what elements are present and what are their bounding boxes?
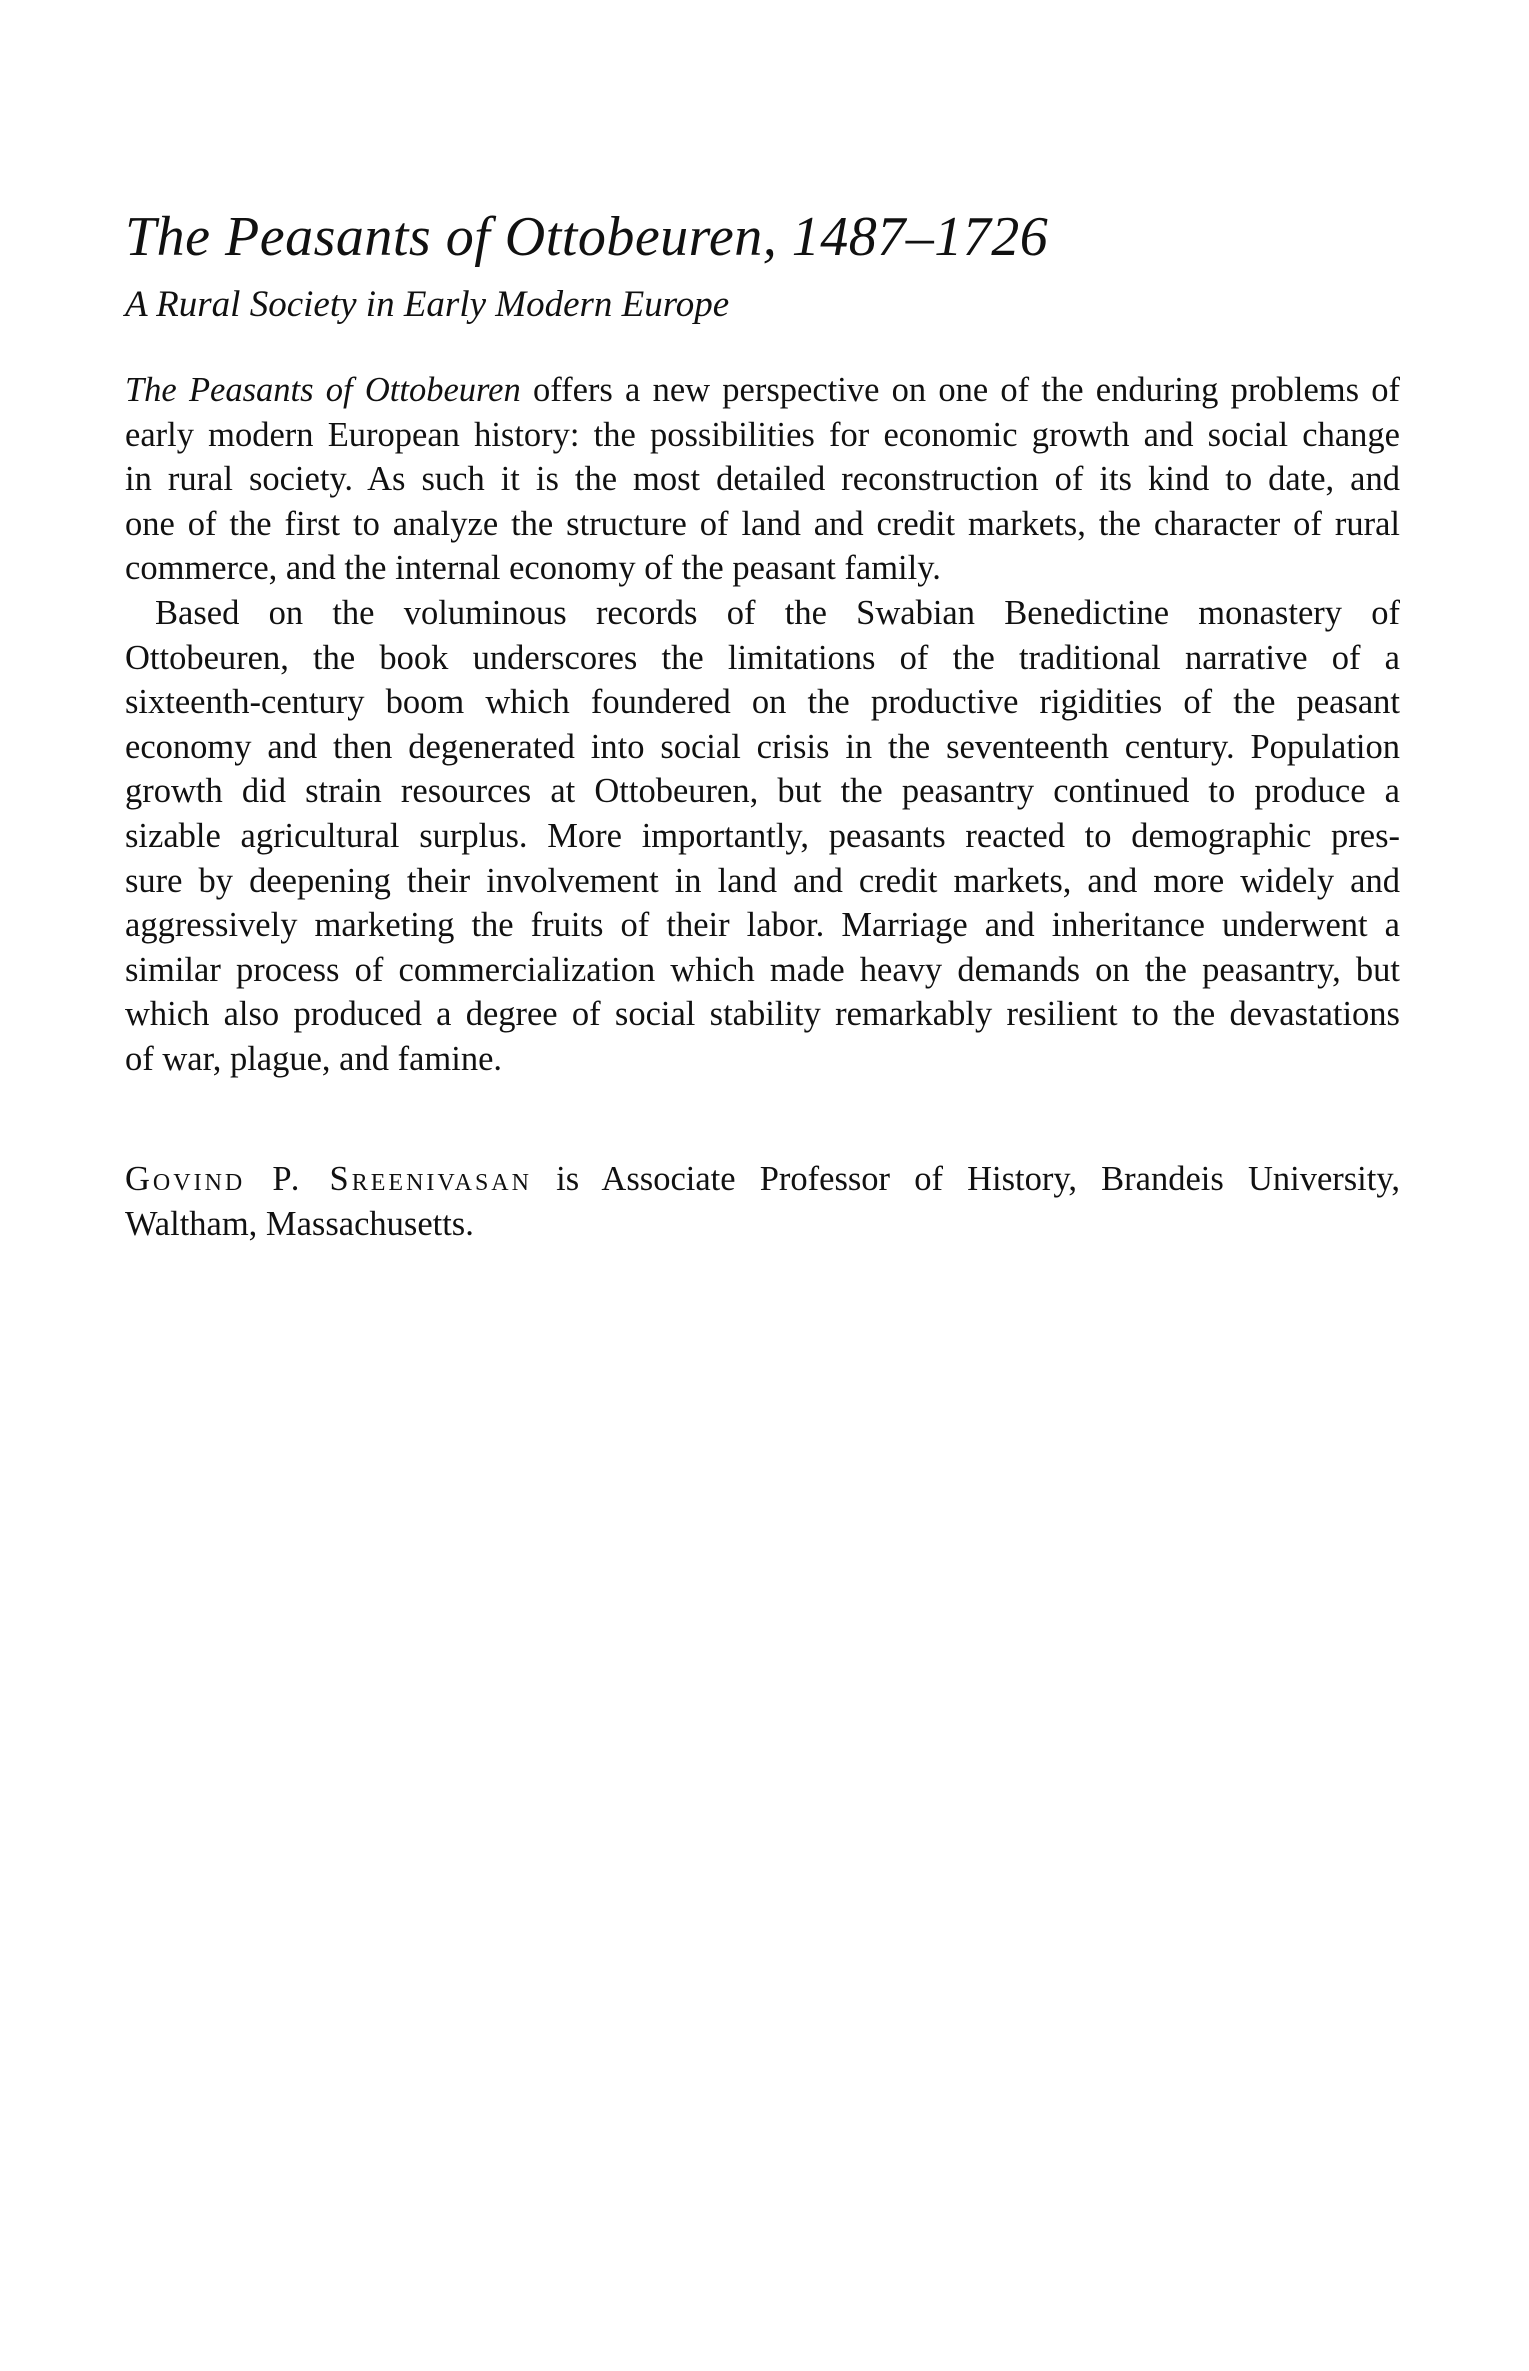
text-line: which also produced a degree of social stability remarkably resilient to the devastations [125,995,1400,1034]
description-paragraph-2 [125,591,1400,1082]
text-line-content: offers a new perspective on one of the enduring problems of [520,371,1401,409]
text-line: similar process of commercialization which made heavy demands on the peasantry, but [125,950,1400,989]
text-line: aggressively marketing the fruits of their labor. Marriage and inheritance underwent a [125,906,1400,945]
text-line: one of the first to analyze the structure of land and credit markets, the character of rural [125,504,1400,543]
text-line: Based on the voluminous records of the Swabian Benedictine monastery of [155,594,1400,632]
text-line: sixteenth-century boom which foundered on the productive rigidities of the peasant [125,683,1400,722]
text-line [125,368,1400,413]
text-line: sure by deepening their involvement in land and credit markets, and more widely and [125,861,1400,900]
author-location: Waltham, Massachusetts. [125,1204,474,1243]
text-line: in rural society. As such it is the most detailed reconstruction of its kind to date, and [125,460,1400,499]
description-paragraph-1 [125,368,1400,591]
text-line: sizable agricultural surplus. More importantly, peasants reacted to demographic pres- [125,816,1400,855]
book-subtitle: A Rural Society in Early Modern Europe [125,284,730,325]
text-line: growth did strain resources at Ottobeuren, but the peasantry continued to produce a [125,772,1400,811]
text-line [125,1157,1400,1202]
author-name: Govind P. Sreenivasan [125,1160,532,1198]
author-affiliation: is Associate Professor of History, Brandeis University, [531,1160,1400,1198]
text-line: of war, plague, and famine. [125,1039,503,1078]
text-line: Ottobeuren, the book underscores the limitations of the traditional narrative of a [125,638,1400,677]
book-title-reference: The Peasants of Ottobeuren [125,371,521,409]
book-title: The Peasants of Ottobeuren, 1487–1726 [125,206,1049,268]
text-line: economy and then degenerated into social crisis in the seventeenth century. Population [125,727,1400,766]
author-bio [125,1157,1400,1246]
text-line: early modern European history: the possibilities for economic growth and social change [125,415,1400,454]
text-line: commerce, and the internal economy of the peasant family. [125,549,941,588]
